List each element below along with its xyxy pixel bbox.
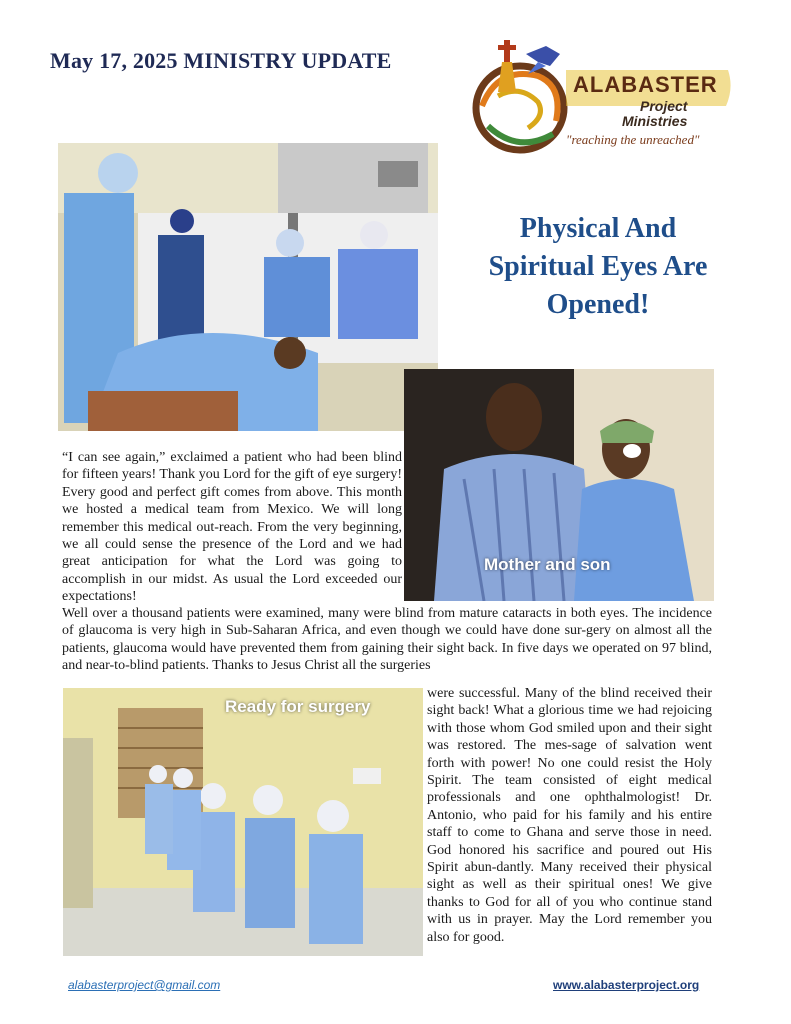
- body-paragraph-1: “I can see again,” exclaimed a patient who had been blind for fifteen years! Thank you Lord for the gift of eye surgery! Every good and perfect gift comes from above. This month we hosted a medical team from Mexico. We will long remember this medical out-reach. From the very beginning, we all could sense the presence of the Lord and we had great anticipation for what the Lord was going to accomplish in our midst. As usual the Lord exceeded our expectations!: [62, 450, 402, 605]
- logo-tagline: "reaching the unreached": [566, 132, 700, 147]
- article-headline: Physical And Spiritual Eyes Are Opened!: [488, 213, 708, 320]
- surgery-photo: [58, 143, 438, 431]
- body-paragraph-3: were successful. Many of the blind received their sight back! What a glorious time we had rejoicing with those whom God smiled upon and their sight was restored. The mes-sage of salvation went forth with power! No one could resist the Holy Spirit. The team consisted of eight medical professionals and one ophthalmologist! Dr. Antonio, who paid for his family and his entire staff to come to Ghana and serve those in need. God honored his sacrifice and poured out His Spirit abun-dantly. Many received their physical sight as well as their spiritual ones! We give thanks to God for all of you who continue stand with us in prayer. May the Lord remember you also for good.: [427, 686, 712, 945]
- footer-email-link[interactable]: alabasterproject@gmail.com: [68, 978, 221, 992]
- logo-subtitle-ministries: Ministries: [622, 113, 688, 129]
- page-title: May 17, 2025 MINISTRY UPDATE: [50, 48, 392, 73]
- footer-website-link[interactable]: www.alabasterproject.org: [553, 978, 700, 992]
- mother-and-son-caption: Mother and son: [484, 555, 611, 574]
- ready-for-surgery-photo: [63, 688, 423, 956]
- logo-wordmark: ALABASTER: [573, 72, 718, 97]
- body-paragraph-2: Well over a thousand patients were examined, many were blind from mature cataracts in both eyes. The incidence of glaucoma is very high in Sub-Saharan Africa, and even though we could have done sur-gery on almost all the patients, glaucoma would have prevented them from gaining their sight back. In five days we operated on 97 blind, and near-to-blind patients. Thanks to Jesus Christ all the surgeries: [62, 606, 712, 674]
- ready-for-surgery-caption: Ready for surgery: [225, 697, 371, 716]
- logo-subtitle-project: Project: [640, 98, 688, 114]
